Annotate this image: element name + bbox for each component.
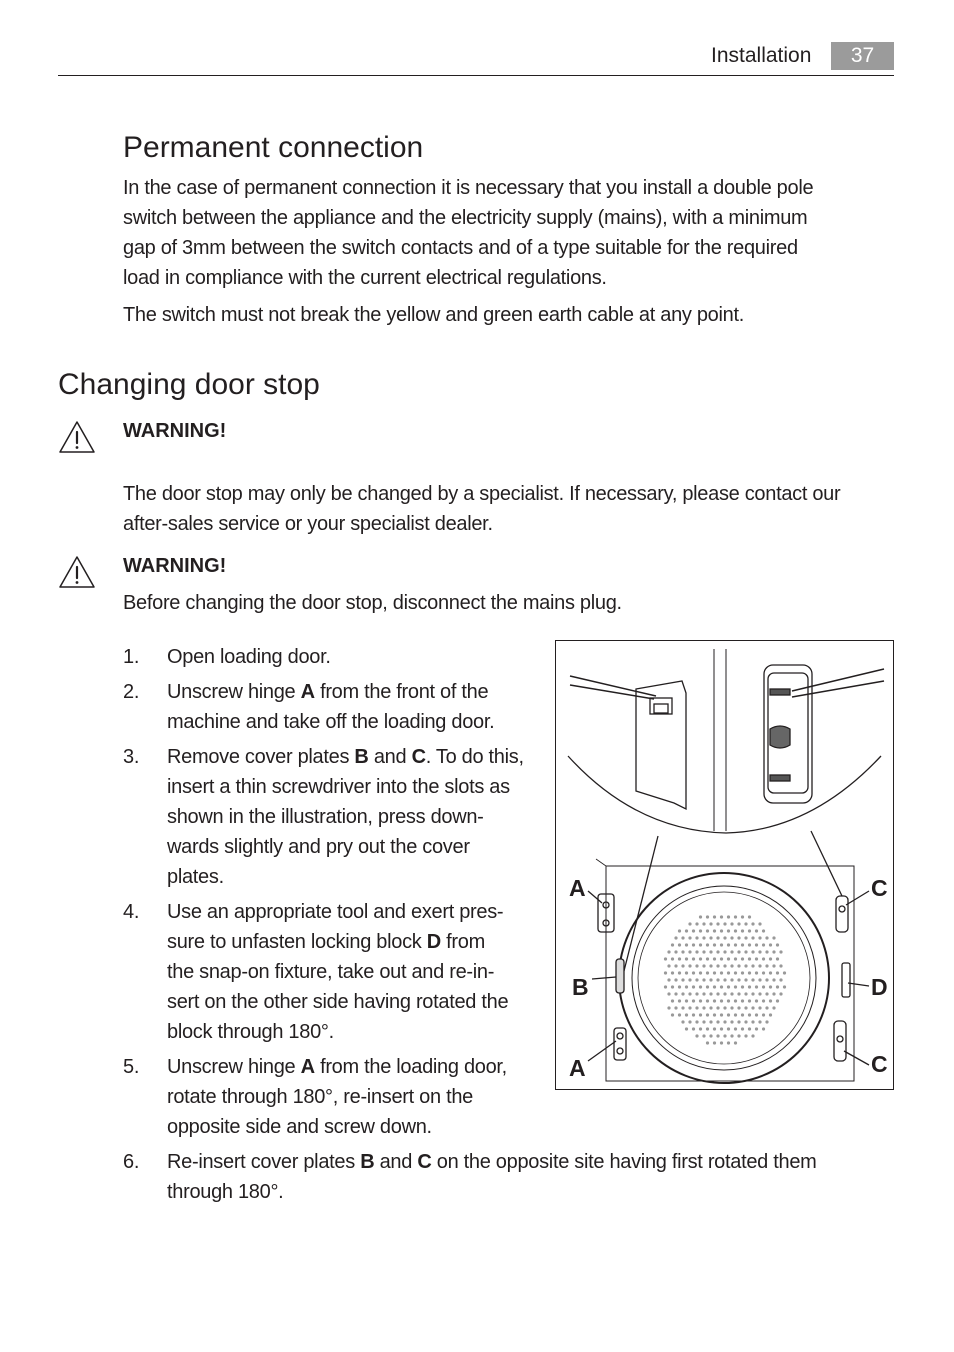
text-line: after-sales service or your specialist dealer. [123,513,493,535]
reference-letter: B [360,1151,375,1173]
label-cover-plate-c: C [871,1051,888,1077]
step-number: 1. [123,646,140,668]
step-number: 4. [123,901,140,923]
reference-letter: C [411,746,426,768]
step-text: Re-insert cover plates B and C on the opposite site having first rotated them through 180°. [167,1151,817,1203]
step-number: 5. [123,1056,140,1078]
dryer-front-drawing [556,641,895,1091]
label-cover-plate-c: C [871,875,888,901]
section-title: Installation [711,44,812,67]
warning-text [123,479,898,539]
text-line: In the case of permanent connection it is necessary that you install a double pole [123,177,814,199]
text-line: The door stop may only be changed by a specialist. If necessary, please contact our [123,483,841,505]
earth-cable-note: The switch must not break the yellow and green earth cable at any point. [123,304,744,326]
reference-letter: A [300,1056,315,1078]
warning-title: WARNING! [123,420,227,442]
step-number: 3. [123,746,140,768]
label-hinge-a: A [569,875,586,901]
header-divider [58,75,894,76]
label-hinge-a: A [569,1055,586,1081]
step-number: 6. [123,1151,140,1173]
label-cover-plate-b: B [572,974,589,1000]
reference-letter: A [300,681,315,703]
reference-letter: C [417,1151,432,1173]
drum-perforation-pattern [664,915,786,1044]
warning-title: WARNING! [123,555,227,577]
page-number: 37 [831,42,894,70]
reference-letter: B [354,746,369,768]
step-text: Unscrew hinge A from the loading door, rotate through 180°, re-insert on the opposite side and screw down. [167,1056,507,1138]
reference-letter: D [426,931,441,953]
text-line: switch between the appliance and the electricity supply (mains), with a minimum [123,207,808,229]
text-line: gap of 3mm between the switch contacts and of a type suitable for the required [123,237,798,259]
changing-door-stop-heading: Changing door stop [58,368,320,401]
step-text: Open loading door. [167,646,331,668]
permanent-connection-paragraph [123,173,898,293]
step-text: Unscrew hinge A from the front of the machine and take off the loading door. [167,681,495,733]
label-locking-block-d: D [871,974,888,1000]
warning-triangle-icon [58,555,96,589]
step-text: Remove cover plates B and C. To do this, insert a thin screwdriver into the slots as shown in the illustration, press down- wards slightly and pry out the cover plates. [167,746,524,888]
door-stop-illustration [555,640,894,1090]
step-text: Use an appropriate tool and exert pres- sure to unfasten locking block D from the snap-on fixture, take out and re-in- sert on the other side having rotated the block through 180°. [167,901,509,1043]
warning-text: Before changing the door stop, disconnect the mains plug. [123,592,622,614]
step-number: 2. [123,681,140,703]
warning-triangle-icon [58,420,96,454]
text-line: load in compliance with the current electrical regulations. [123,267,607,289]
permanent-connection-heading: Permanent connection [123,131,424,164]
